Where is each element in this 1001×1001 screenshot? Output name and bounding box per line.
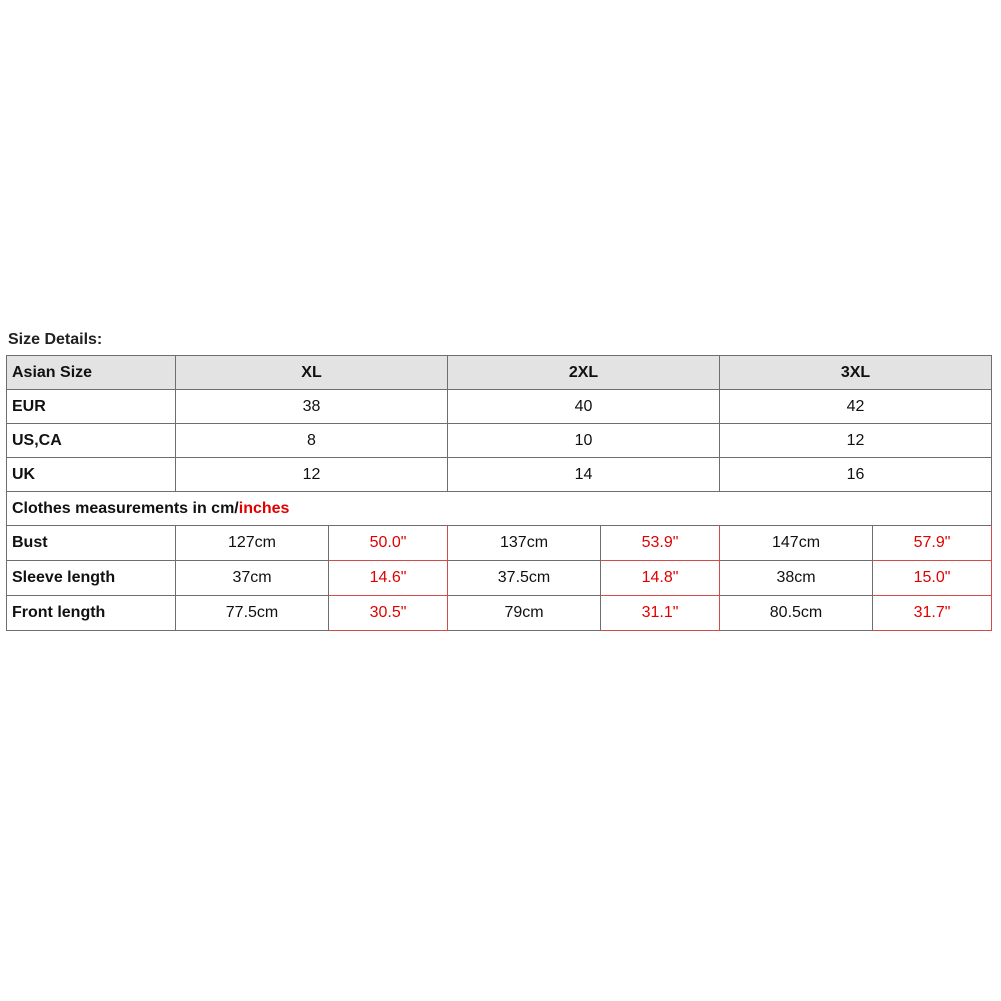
cm-cell: 127cm [176,526,329,561]
inch-cell: 14.6" [329,561,448,596]
section-text: Clothes measurements in cm/ [12,499,239,517]
cm-cell: 37cm [176,561,329,596]
size-header-row [7,356,992,390]
table-cell: 12 [176,458,448,492]
cm-cell: 77.5cm [176,596,329,631]
cm-cell: 37.5cm [448,561,601,596]
table-cell: 16 [720,458,992,492]
inch-cell: 57.9" [873,526,992,561]
table-row [7,424,992,458]
inch-cell: 31.1" [601,596,720,631]
section-highlight: inches [238,499,290,517]
table-cell: 12 [720,424,992,458]
cm-cell: 38cm [720,561,873,596]
size-header-2xl: 2XL [448,356,720,390]
cm-cell: 147cm [720,526,873,561]
size-details-title: Size Details: [8,331,103,348]
inch-cell: 14.8" [601,561,720,596]
table-cell: 40 [448,390,720,424]
cm-cell: 79cm [448,596,601,631]
table-cell: 38 [176,390,448,424]
table-cell: 10 [448,424,720,458]
size-header-3xl: 3XL [720,356,992,390]
asian-size-label: Asian Size [7,356,176,390]
row-label-eur: EUR [7,390,176,424]
table-row [7,458,992,492]
table-cell: 14 [448,458,720,492]
table-row [7,390,992,424]
inch-cell: 50.0" [329,526,448,561]
measurements-section-row [7,492,992,526]
inch-cell: 15.0" [873,561,992,596]
row-label-uk: UK [7,458,176,492]
cm-cell: 80.5cm [720,596,873,631]
row-label-us-ca: US,CA [7,424,176,458]
size-table [6,355,992,631]
row-label-sleeve-length: Sleeve length [7,561,176,596]
inch-cell: 53.9" [601,526,720,561]
table-row [7,596,992,631]
measurements-section-heading [7,492,992,526]
table-cell: 42 [720,390,992,424]
inch-cell: 30.5" [329,596,448,631]
table-row [7,526,992,561]
inch-cell: 31.7" [873,596,992,631]
cm-cell: 137cm [448,526,601,561]
row-label-front-length: Front length [7,596,176,631]
size-header-xl: XL [176,356,448,390]
table-cell: 8 [176,424,448,458]
table-row [7,561,992,596]
row-label-bust: Bust [7,526,176,561]
